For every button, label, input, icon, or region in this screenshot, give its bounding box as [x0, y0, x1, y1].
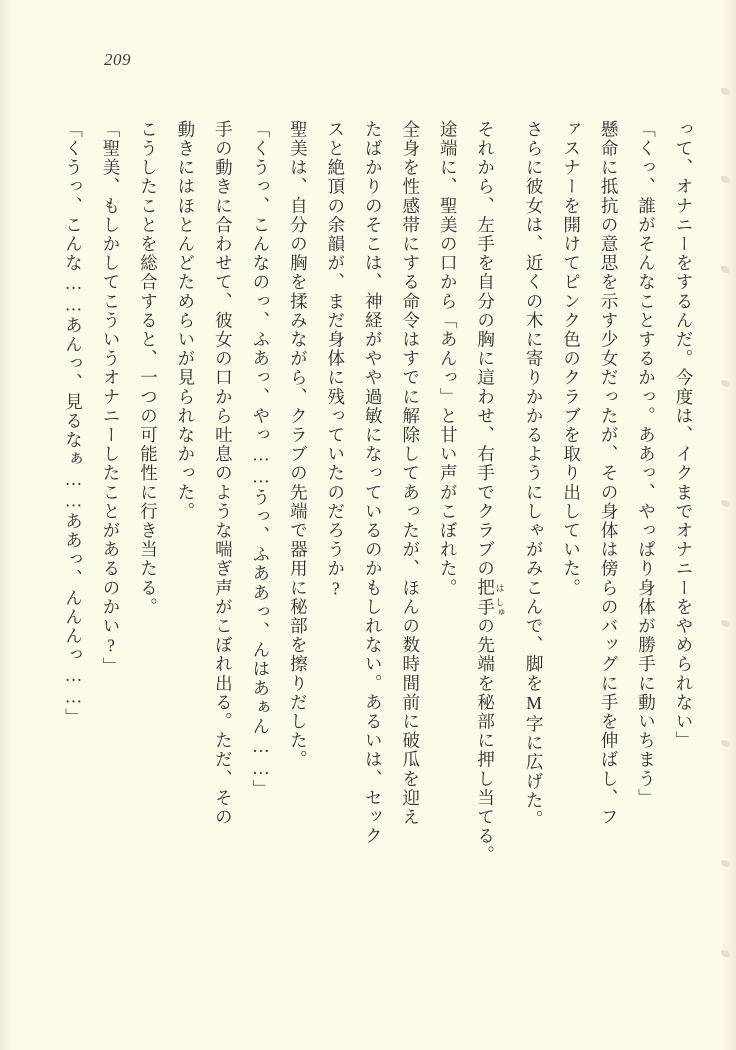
page-edge-marks — [718, 80, 732, 980]
text-line: 「くうっ、こんなのっ、ふあっ、やっ……うっ、ふああっ、んはあぁん……」 — [250, 120, 271, 799]
text-line: 懸命に抵抗の意思を示す少女だったが、その身体は傍らのバッグに手を伸ばし、フ — [599, 120, 620, 827]
text-line: 聖美は、自分の胸を揉みながら、クラブの先端で器用に秘部を擦りだした。 — [288, 120, 309, 770]
text-line: 手の動きに合わせて、彼女の口から吐息のような喘ぎ声がこぼれ出る。ただ、その — [213, 120, 234, 827]
text-line: ァスナーを開けてピンク色のクラブを取り出していた。 — [561, 120, 582, 598]
text-line: 「くっ、誰がそんなことするかっ。ああっ、やっぱり身体が勝手に動いちまう」 — [636, 120, 657, 808]
text-line: さらに彼女は、近くの木に寄りかかるようにしゃがみこんで、脚をM字に広げた。 — [524, 120, 545, 830]
text-line: 途端に、聖美の口から「あんっ」と甘い声がこぼれた。 — [438, 120, 459, 598]
text-line: 全身を性感帯にする命令はすでに解除してあったが、ほんの数時間前に破瓜を迎え — [400, 120, 421, 827]
text-line: 動きにはほとんどためらいが見られなかった。 — [175, 120, 196, 522]
text-line: 「聖美、もしかしてこういうオナニーしたことがあるのかい?」 — [100, 120, 121, 677]
text-line: たばかりのそこは、神経がやや過敏になっているのかもしれない。あるいは、セック — [363, 120, 384, 846]
text-line: こうしたことを総合すると、一つの可能性に行き当たる。 — [138, 120, 159, 617]
page-number: 209 — [104, 50, 131, 69]
text-line: 「くうっ、こんな……あんっ、見るなぁ……ああっ、んんんっ……」 — [63, 120, 84, 728]
text-line: って、オナニーをするんだ。今度は、イクまでオナニーをやめられない」 — [674, 120, 694, 751]
page-body-text — [44, 100, 692, 980]
text-line: スと絶頂の余韻が、まだ身体に残っていたのだろうか? — [325, 120, 346, 600]
text-line: それから、左手を自分の胸に這わせ、右手でクラブの把 は手 しゅの先端を秘部に押し当てる。 — [475, 120, 505, 865]
